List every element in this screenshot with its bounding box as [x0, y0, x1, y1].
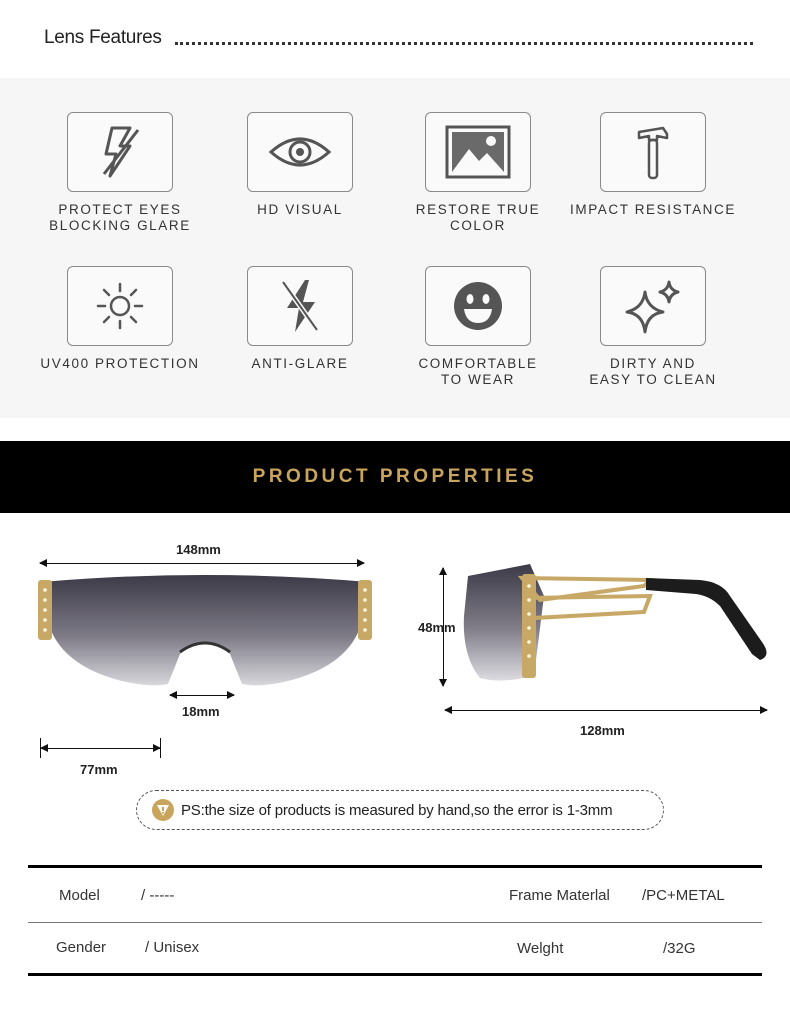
spec-gender-label: Gender — [56, 939, 107, 956]
dotted-divider — [175, 42, 753, 45]
feature-impact-resistance — [563, 112, 743, 218]
feature-label: RESTORE TRUE COLOR — [415, 202, 541, 233]
feature-icon-box — [67, 266, 173, 346]
feature-icon-box — [67, 112, 173, 192]
lens-width-arrow — [41, 748, 160, 749]
feature-label: ANTI-GLARE — [251, 356, 349, 371]
spec-table-divider — [28, 922, 762, 923]
dimension-front-width: 148mm — [176, 542, 221, 557]
feature-label: IMPACT RESISTANCE — [570, 202, 736, 217]
feature-label: DIRTY AND EASY TO CLEAN — [589, 356, 717, 387]
feature-hd-visual — [210, 112, 390, 218]
hammer-icon — [633, 122, 673, 182]
dimension-lens-height: 48mm — [418, 620, 456, 635]
dimension-bridge: 18mm — [182, 704, 220, 719]
spec-frame-value: /PC+METAL — [642, 887, 725, 904]
spec-gender-value: / Unisex — [145, 939, 200, 956]
features-panel — [0, 78, 790, 418]
spec-frame-label: Frame Materlal — [509, 887, 610, 904]
sunglasses-side-image — [460, 556, 780, 696]
sparkle-icon — [623, 278, 683, 334]
feature-label: UV400 PROTECTION — [40, 356, 200, 371]
measurement-note — [136, 790, 664, 830]
note-text: PS:the size of products is measured by hand,so the error is 1-3mm — [181, 801, 613, 819]
temple-length-arrow — [445, 710, 767, 711]
smiley-icon — [451, 279, 505, 333]
eye-icon — [268, 132, 332, 172]
spec-table-top-border — [28, 865, 762, 868]
product-properties-banner — [0, 441, 790, 513]
front-width-arrow — [40, 563, 364, 564]
warning-icon — [151, 798, 175, 822]
lens-features-header — [0, 0, 790, 78]
dimension-temple-length: 128mm — [580, 723, 625, 738]
spec-weight-label: Welght — [517, 940, 564, 957]
feature-anti-glare — [210, 266, 390, 372]
image-icon — [445, 125, 511, 179]
lightning-slash-icon — [90, 122, 150, 182]
sunglasses-front-image — [30, 570, 380, 700]
lens-features-title: Lens Features — [44, 27, 162, 48]
feature-icon-box — [600, 112, 706, 192]
product-properties-title: PRODUCT PROPERTIES — [252, 466, 538, 487]
feature-icon-box — [600, 266, 706, 346]
feature-icon-box — [247, 266, 353, 346]
spec-model-value: / ----- — [141, 887, 175, 904]
feature-icon-box — [247, 112, 353, 192]
anti-glare-icon — [275, 276, 325, 336]
feature-restore-color — [388, 112, 568, 234]
feature-protect-eyes — [30, 112, 210, 234]
feature-label: HD VISUAL — [257, 202, 343, 217]
feature-label: COMFORTABLE TO WEAR — [418, 356, 538, 387]
spec-table-bottom-border — [28, 973, 762, 976]
feature-uv400 — [30, 266, 210, 372]
feature-icon-box — [425, 266, 531, 346]
spec-model-label: Model — [59, 887, 100, 904]
feature-icon-box — [425, 112, 531, 192]
feature-easy-clean — [563, 266, 743, 388]
feature-comfortable — [388, 266, 568, 388]
feature-label: PROTECT EYES BLOCKING GLARE — [49, 202, 191, 233]
dimension-lens-width: 77mm — [80, 762, 118, 777]
spec-weight-value: /32G — [663, 940, 696, 957]
sun-icon — [95, 281, 145, 331]
bridge-arrow — [170, 695, 234, 696]
